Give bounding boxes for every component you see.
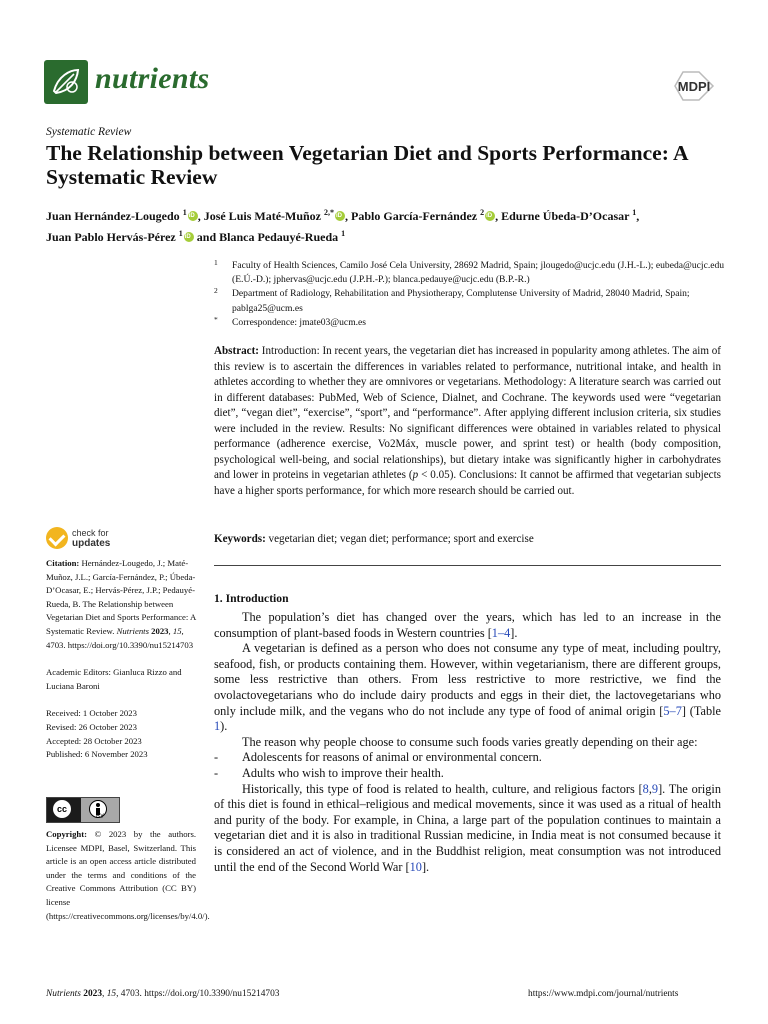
abstract: Abstract: Introduction: In recent years, the vegetarian diet has increased in popularity among athletes. The aim of this review is to ascertain the differences in variables related to performance, nutritional intake, and health in athletes according to whether they are omnivores or vegetarians. Methodology: A literature search was carried out in different databases: PubMed, Web of Science, Dialnet, and Cochrane. The keywords used were “vegetarian diet”, “vegan diet”, “exercise”, “sport”, and “performance”. After applying different inclusion criteria, six studies were included in the review. Results: No significant differences were obtained in variables related to physical performance (adherence exercise, Vo2Máx, muscle power, and sprint test) or health (body composition, psychological well-being, and social relationships), but dietary intake was significantly higher in carbohydrates and lower in proteins in vegetarian athletes (p < 0.05). Conclusions: It cannot be affirmed that vegetarian subjects have a higher sports performance, for which more research should be carried out. [214,345,721,497]
paragraph: A vegetarian is defined as a person who does not consume any type of meat, including poultry, seafood, fish, or products containing them. However, within vegetarianism, there are different groups, some less restrictive than others. From less restrictive to more restrictive, we find the ovolactovegetarians who do include dairy products and eggs in their diet, the lactovegetarians who only include milk, and the vegans who do not include any type of food of animal origin [5–7] (Table 1). [214,641,721,734]
reference-link[interactable]: 5–7 [663,703,682,718]
section-heading: 1. Introduction [214,592,289,605]
author-name: Juan Pablo Hervás-Pérez [46,230,176,244]
citation: Citation: Hernández-Lougedo, J.; Maté-Muñoz, J.L.; García-Fernández, P.; Úbeda-D’Ocasar, E.; Hervás-Pérez, J.P.; Pedauyé-Rueda, B. The Relationship between Vegetarian Diet and Sports Performance: A Systematic Review. Nutrients 2023, 15, 4703. https://doi.org/10.3390/nu15214703 [46,558,196,650]
creative-commons-icon: cc [53,800,71,818]
author-affiliation-sup: 2,* [324,208,335,217]
article-info-sidebar [46,557,196,762]
author-affiliation-sup: 1 [182,208,187,217]
reference-link[interactable]: 9 [651,781,659,796]
journal-url-link[interactable]: https://www.mdpi.com/journal/nutrients [528,989,679,999]
affiliation-item: 2 Department of Radiology, Rehabilitation and Physiotherapy, Complutense University of Madrid, 28040 Madrid, Spain; pablga25@ucm.es [214,286,690,314]
check-for-updates-button[interactable]: check for updates [46,527,166,551]
revised-date: Revised: 26 October 2023 [46,721,137,732]
author-affiliation-sup: 1 [632,208,637,217]
orcid-icon[interactable] [188,211,198,221]
paragraph: Historically, this type of food is related to health, culture, and religious factors [8,9]. The origin of this diet is found in ethical–religious and medical movements, since it was used as a ritual of health and purity of the body. For example, in China, a large part of the population continues to maintain a vegetarian diet and it is also in traditional Russian medicine, in India meat is not consumed because it is considered an act of violence, and in the Buddhist religion, meat consumption was not introduced until the end of the Second World War [10]. [214,781,721,874]
journal-logo-icon [44,60,88,104]
orcid-icon[interactable] [335,211,345,221]
orcid-icon[interactable] [184,232,194,242]
paragraph: The population’s diet has changed over the years, which has led to an increase in the consumption of plant-based foods in Western countries [1–4]. [214,610,721,640]
published-date: Published: 6 November 2023 [46,749,148,760]
by-label: BY [95,814,104,820]
abstract-label: Abstract: [214,345,259,357]
accepted-date: Accepted: 28 October 2023 [46,735,142,746]
section-divider [214,565,721,566]
article-type: Systematic Review [46,126,132,138]
list-item: - Adolescents for reasons of animal or environmental concern. [214,750,542,765]
affiliation-item: 1 Faculty of Health Sciences, Camilo José Cela University, 28692 Madrid, Spain; jlougedo@ucjc.edu (J.H.-L.); eubeda@ucjc.edu (E.Ú.-D.); jphervas@ucjc.edu (J.P.H.-P.); blanca.pedauye@ucjc.edu (B.P.-R.) [214,258,725,286]
author-name: Pablo García-Fernández [351,209,478,223]
author-list: Juan Hernández-Lougedo $^1$iD , José Luis Maté-Muñoz $^{2,*}$iD , Pablo García-Fernández $^2$iD , Edurne Úbeda-D’Ocasar $^1$, Juan Pablo Hervás-Pérez $^1$iD and Blanca Pedauyé-Rueda $^1$ [46,204,736,246]
cc-by-license-badge[interactable] [46,797,120,823]
reference-link[interactable]: 1–4 [491,625,511,640]
bullet-list [214,750,721,781]
article-title: The Relationship between Vegetarian Diet and Sports Performance: A Systematic Review [46,141,688,189]
author-name: Juan Hernández-Lougedo [46,209,180,223]
author-name: Edurne Úbeda-D’Ocasar [501,209,630,223]
reference-link[interactable]: 8 [642,781,649,796]
keywords-label: Keywords: [214,533,266,545]
received-date: Received: 1 October 2023 [46,708,137,719]
academic-editors: Academic Editors: Gianluca Rizzo and Luciana Baroni [46,667,182,691]
mdpi-logo-icon[interactable] [667,66,721,106]
author-name: José Luis Maté-Muñoz [203,209,322,223]
affiliations [214,259,734,330]
copyright: Copyright: © 2023 by the authors. Licensee MDPI, Basel, Switzerland. This article is an open access article distributed under the terms and conditions of the Creative Commons Attribution (CC BY) license (https://creativecommons.org/licenses/by/4.0/). [46,829,210,921]
list-item: - Adults who wish to improve their health. [214,765,444,780]
paragraph: The reason why people choose to consume such foods varies greatly depending on their age: [242,734,698,749]
correspondence-item: * Correspondence: jmate03@ucm.es [214,314,367,328]
author-name: and Blanca Pedauyé-Rueda [196,230,339,244]
footer-citation: Nutrients 2023, 15, 4703. https://doi.org/10.3390/nu15214703 [46,989,280,999]
body-text [214,610,721,875]
keywords: Keywords: vegetarian diet; vegan diet; performance; sport and exercise [214,533,534,545]
orcid-icon[interactable] [485,211,495,221]
author-affiliation-sup: 1 [341,229,346,238]
reference-link[interactable]: 10 [409,859,422,874]
publisher-name: MDPI [677,79,711,94]
author-affiliation-sup: 2 [480,208,485,217]
table-link[interactable]: 1 [214,719,221,734]
journal-name: nutrients [95,62,210,95]
check-icon [46,527,68,549]
author-affiliation-sup: 1 [178,229,183,238]
